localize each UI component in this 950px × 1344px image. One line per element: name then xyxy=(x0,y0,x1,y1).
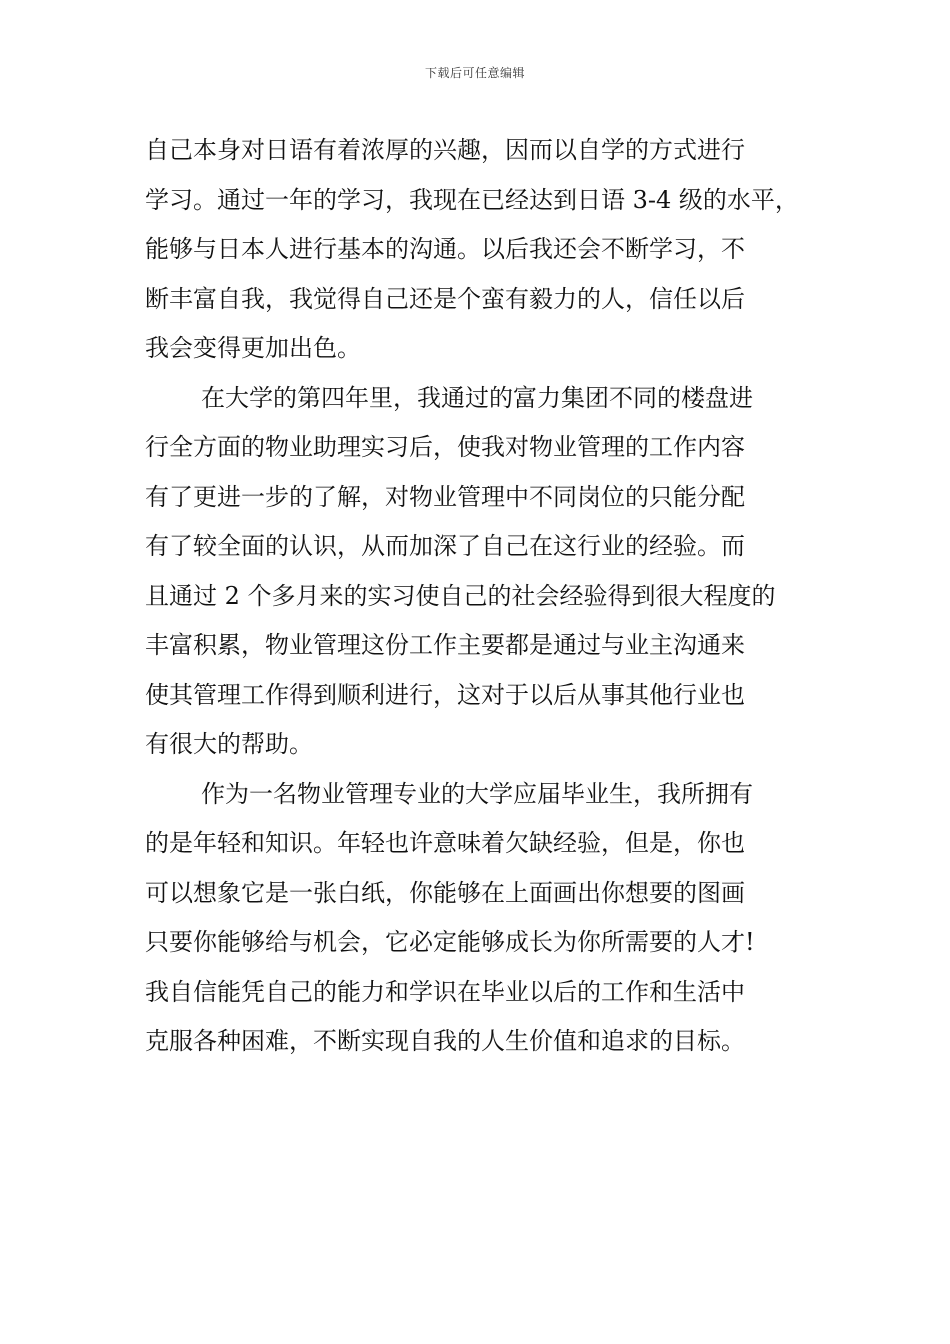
header-note: 下载后可任意编辑 xyxy=(424,66,525,80)
text-line: 断丰富自我，我觉得自己还是个蛮有毅力的人，信任以后 xyxy=(145,284,745,313)
text-line: 我自信能凭自己的能力和学识在毕业以后的工作和生活中 xyxy=(145,977,745,1006)
text-line: 能够与日本人进行基本的沟通。以后我还会不断学习，不 xyxy=(145,235,745,263)
text-line: 学习。通过一年的学习，我现在已经达到日语 3-4 级的水平， xyxy=(145,185,799,214)
text-line: 使其管理工作得到顺利进行，这对于以后从事其他行业也 xyxy=(145,680,745,709)
text-line: 的是年轻和知识。年轻也许意味着欠缺经验，但是，你也 xyxy=(145,829,745,857)
text-line: 只要你能够给与机会，它必定能够成长为你所需要的人才! xyxy=(145,928,755,956)
text-line: 丰富积累，物业管理这份工作主要都是通过与业主沟通来 xyxy=(145,631,745,659)
text-line: 作为一名物业管理专业的大学应届毕业生，我所拥有 xyxy=(201,779,753,808)
text-line: 有了较全面的认识，从而加深了自己在这行业的经验。而 xyxy=(145,532,745,560)
text-line: 可以想象它是一张白纸，你能够在上面画出你想要的图画 xyxy=(145,878,745,907)
text-line: 在大学的第四年里，我通过的富力集团不同的楼盘进 xyxy=(201,383,753,412)
text-line: 自己本身对日语有着浓厚的兴趣，因而以自学的方式进行 xyxy=(145,136,745,164)
text-line: 行全方面的物业助理实习后，使我对物业管理的工作内容 xyxy=(145,433,745,461)
text-line: 我会变得更加出色。 xyxy=(145,334,361,362)
text-line: 有了更进一步的了解，对物业管理中不同岗位的只能分配 xyxy=(145,482,745,511)
text-line: 且通过 2 个多月来的实习使自己的社会经验得到很大程度的 xyxy=(145,581,776,610)
text-line: 有很大的帮助。 xyxy=(145,730,313,758)
document-body xyxy=(145,126,807,1067)
text-line: 克服各种困难，不断实现自我的人生价值和追求的目标。 xyxy=(145,1027,745,1055)
